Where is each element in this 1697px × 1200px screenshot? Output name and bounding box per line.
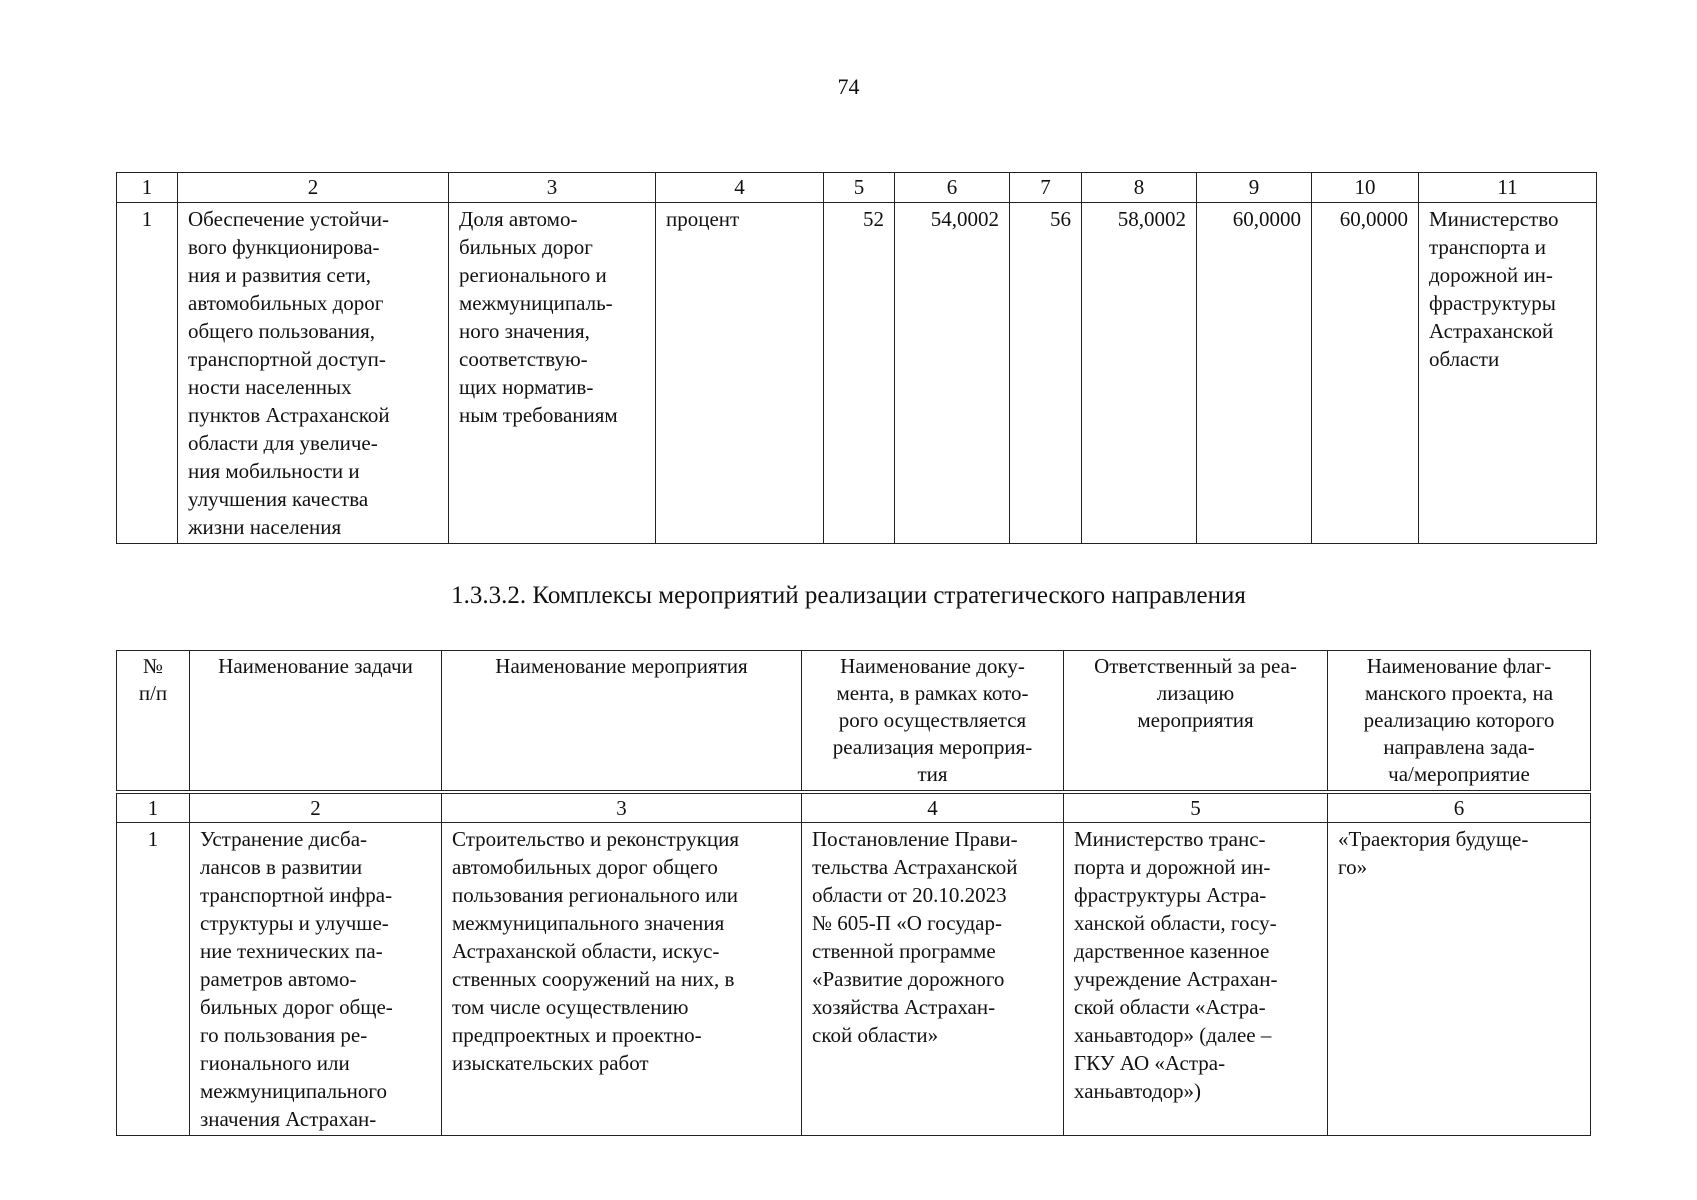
column-number: 2 xyxy=(190,792,442,823)
column-number: 5 xyxy=(1064,792,1328,823)
value-cell: 52 xyxy=(824,203,895,544)
header-cell-document: Наименование доку- мента, в рамках кото- рого осуществляется реализация мероприя- тия xyxy=(802,651,1064,793)
table-row xyxy=(117,823,1591,1136)
column-number: 7 xyxy=(1010,173,1082,203)
value-cell: 56 xyxy=(1010,203,1082,544)
column-number: 6 xyxy=(895,173,1010,203)
header-cell-number: № п/п xyxy=(117,651,190,793)
column-number: 4 xyxy=(802,792,1064,823)
column-number: 4 xyxy=(656,173,824,203)
column-number: 3 xyxy=(442,792,802,823)
table-row xyxy=(117,203,1597,544)
column-number: 11 xyxy=(1419,173,1597,203)
responsible-cell: Министерство транспорта и дорожной ин- фраструктуры Астраханской области xyxy=(1419,203,1597,544)
header-cell-task: Наименование задачи xyxy=(190,651,442,793)
column-number: 8 xyxy=(1082,173,1197,203)
task-cell: Устранение дисба- лансов в развитии транспортной инфра- структуры и улучше- ние технических па- раметров автомо- бильных дорог обще- го пользования ре- гионального или межмуниципального значения Астрахан- xyxy=(190,823,442,1136)
column-number: 10 xyxy=(1312,173,1419,203)
column-number: 3 xyxy=(449,173,656,203)
column-number: 5 xyxy=(824,173,895,203)
column-number: 6 xyxy=(1328,792,1591,823)
value-cell: 54,0002 xyxy=(895,203,1010,544)
page-number: 74 xyxy=(837,74,860,99)
table-header-row xyxy=(117,651,1591,793)
project-cell: «Траектория будуще- го» xyxy=(1328,823,1591,1136)
unit-cell: процент xyxy=(656,203,824,544)
activities-table xyxy=(116,650,1591,1136)
document-cell: Постановление Прави- тельства Астраханской области от 20.10.2023 № 605-П «О государ- ственной программе «Развитие дорожного хозяйства Астрахан- ской области» xyxy=(802,823,1064,1136)
indicator-cell: Доля автомо- бильных дорог регионального и межмуниципаль- ного значения, соответствую- щих норматив- ным требованиям xyxy=(449,203,656,544)
goal-cell: Обеспечение устойчи- вого функционирова- ния и развития сети, автомобильных дорог общего пользования, транспортной доступ- ности населенных пунктов Астраханской области для увеличе- ния мобильности и улучшения качества жизни населения xyxy=(178,203,449,544)
column-numbers-row xyxy=(117,792,1591,823)
header-cell-responsible: Ответственный за реа- лизацию мероприятия xyxy=(1064,651,1328,793)
responsible-cell: Министерство транс- порта и дорожной ин- фраструктуры Астра- ханской области, госу- дарственное казенное учреждение Астрахан- ской области «Астра- ханьавтодор» (далее – ГКУ АО «Астра- ханьавтодор») xyxy=(1064,823,1328,1136)
column-number: 9 xyxy=(1197,173,1312,203)
row-number: 1 xyxy=(117,203,178,544)
column-number: 2 xyxy=(178,173,449,203)
column-number: 1 xyxy=(117,792,190,823)
value-cell: 60,0000 xyxy=(1312,203,1419,544)
indicators-table xyxy=(116,172,1597,544)
value-cell: 58,0002 xyxy=(1082,203,1197,544)
header-cell-activity: Наименование мероприятия xyxy=(442,651,802,793)
value-cell: 60,0000 xyxy=(1197,203,1312,544)
activity-cell: Строительство и реконструкция автомобильных дорог общего пользования регионального или межмуниципального значения Астраханской области, искус- ственных сооружений на них, в том числе осуществлению предпроектных и проектно- изыскательских работ xyxy=(442,823,802,1136)
section-title: 1.3.3.2. Комплексы мероприятий реализации стратегического направления xyxy=(451,582,1246,609)
row-number: 1 xyxy=(117,823,190,1136)
header-cell-project: Наименование флаг- манского проекта, на реализацию которого направлена зада- ча/мероприятие xyxy=(1328,651,1591,793)
table-header-row xyxy=(117,173,1597,203)
column-number: 1 xyxy=(117,173,178,203)
